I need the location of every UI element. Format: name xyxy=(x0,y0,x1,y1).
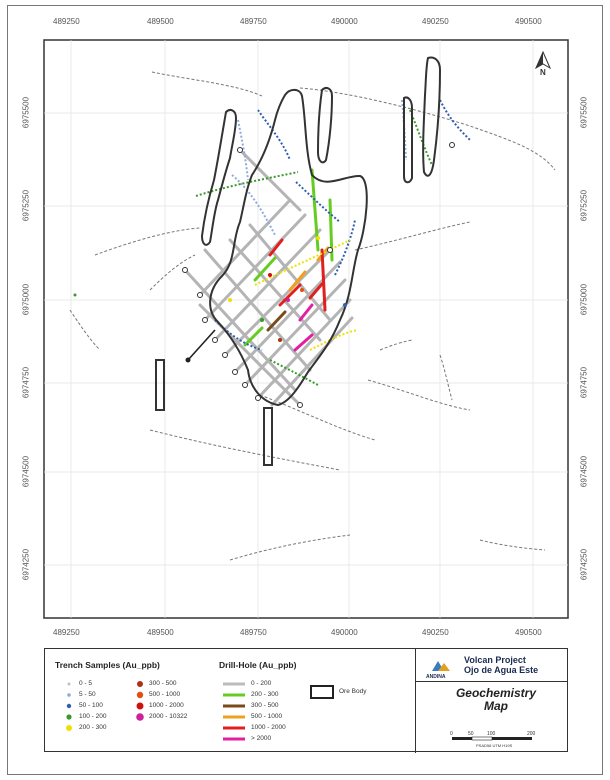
right-northing-tick: 6975250 xyxy=(579,189,589,222)
trench-legend-item: 100 - 200 xyxy=(79,713,107,720)
trench-legend-item: 300 - 500 xyxy=(149,680,177,687)
top-easting-tick: 490250 xyxy=(422,17,449,26)
trench-legend-item: 1000 - 2000 xyxy=(149,702,184,709)
ore-body-legend-label: Ore Body xyxy=(339,688,367,695)
trench-legend-item: 50 - 100 xyxy=(79,702,103,709)
top-easting-tick: 490000 xyxy=(331,17,358,26)
scale-label: 50 xyxy=(468,731,474,737)
scale-caption: PSAD56 UTM H19S xyxy=(476,743,513,748)
scale-label: 100 xyxy=(487,731,496,737)
bottom-easting-tick: 490500 xyxy=(515,628,542,637)
trench-legend-item: 5 - 50 xyxy=(79,691,96,698)
legend-panel xyxy=(44,648,568,752)
left-northing-tick: 6975000 xyxy=(21,283,31,316)
bottom-easting-tick: 489750 xyxy=(240,628,267,637)
bottom-easting-tick: 489250 xyxy=(53,628,80,637)
map-title-line-2: Map xyxy=(484,699,508,713)
top-easting-tick: 490500 xyxy=(515,17,542,26)
logo-text: ANDINA xyxy=(426,674,446,680)
top-easting-tick: 489250 xyxy=(53,17,80,26)
right-northing-tick: 6974250 xyxy=(579,548,589,581)
trench-legend-item: 200 - 300 xyxy=(79,724,107,731)
map-title xyxy=(436,687,556,713)
drill-legend-item: 500 - 1000 xyxy=(251,713,283,720)
drill-legend-title: Drill-Hole (Au_ppb) xyxy=(219,660,297,670)
bottom-easting-tick: 490000 xyxy=(331,628,358,637)
left-northing-tick: 6974750 xyxy=(21,366,31,399)
bottom-easting-tick: 489500 xyxy=(147,628,174,637)
trench-legend-title: Trench Samples (Au_ppb) xyxy=(55,660,160,670)
right-northing-tick: 6975000 xyxy=(579,283,589,316)
project-line-2: Ojo de Agua Este xyxy=(464,665,539,675)
drill-legend-item: 1000 - 2000 xyxy=(251,724,286,731)
top-easting-tick: 489750 xyxy=(240,17,267,26)
project-line-1: Volcan Project xyxy=(464,655,526,665)
top-easting-tick: 489500 xyxy=(147,17,174,26)
title-block xyxy=(415,649,569,753)
north-label: N xyxy=(540,68,546,77)
drill-legend-item: 0 - 200 xyxy=(251,680,272,687)
drill-legend-item: 200 - 300 xyxy=(251,691,279,698)
drill-legend-item: 300 - 500 xyxy=(251,702,279,709)
right-northing-tick: 6974750 xyxy=(579,366,589,399)
right-northing-tick: 6975500 xyxy=(579,96,589,129)
project-name xyxy=(464,655,538,675)
left-northing-tick: 6974500 xyxy=(21,455,31,488)
scale-label: 200 xyxy=(527,731,536,737)
trench-legend-item: 2000 - 10322 xyxy=(149,713,188,720)
trench-legend-item: 500 - 1000 xyxy=(149,691,181,698)
drill-legend-item: > 2000 xyxy=(251,735,272,742)
right-northing-tick: 6974500 xyxy=(579,455,589,488)
left-northing-tick: 6975500 xyxy=(21,96,31,129)
trench-legend-item: 0 - 5 xyxy=(79,680,93,687)
left-northing-tick: 6974250 xyxy=(21,548,31,581)
map-title-line-1: Geochemistry xyxy=(455,686,537,700)
scale-label: 0 xyxy=(450,731,453,737)
legend-symbols xyxy=(45,649,345,753)
bottom-easting-tick: 490250 xyxy=(422,628,449,637)
left-northing-tick: 6975250 xyxy=(21,189,31,222)
